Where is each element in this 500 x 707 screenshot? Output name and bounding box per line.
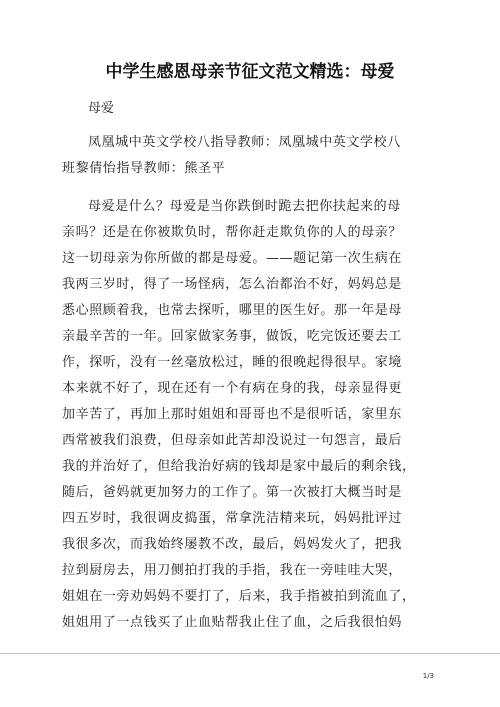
text-line: 亲吗？还是在你被欺负时，帮你赶走欺负你的人的母亲？ <box>62 225 403 240</box>
text-line: 本来就不好了，现在还有一个有病在身的我，母亲显得更 <box>62 381 403 396</box>
paragraph-author <box>62 130 442 182</box>
document-body <box>62 130 442 648</box>
page-number: 1/3 <box>422 672 434 680</box>
text-line: 凤凰城中英文学校八指导教师：凤凰城中英文学校八 <box>88 135 401 150</box>
text-line: 姐姐在一旁劝妈妈不要打了，后来，我手指被拍到流血了， <box>62 589 416 604</box>
text-line: 作，探听，没有一丝毫放松过，睡的很晚起得很早。家境 <box>62 355 403 370</box>
text-line: 我很多次，而我始终屡教不改，最后，妈妈发火了，把我 <box>62 537 403 552</box>
document-title: 中学生感恩母亲节征文范文精选：母爱 <box>105 62 395 82</box>
text-line: 这一切母亲为你所做的都是母爱。——题记第一次生病在 <box>62 251 403 266</box>
text-line: 拉到厨房去，用刀侧拍打我的手指，我在一旁哇哇大哭， <box>62 563 403 578</box>
text-line: 四五岁时，我很调皮捣蛋，常拿洗洁精来玩，妈妈批评过 <box>62 511 403 526</box>
text-line: 班黎倩怡指导教师：熊圣平 <box>62 161 226 176</box>
text-line: 我两三岁时，得了一场怪病，怎么治都治不好，妈妈总是 <box>62 277 403 292</box>
paragraph-main <box>62 194 442 636</box>
text-line: 随后，爸妈就更加努力的工作了。第一次被打大概当时是 <box>62 485 403 500</box>
text-line: 我的并治好了，但给我治好病的钱却是家中最后的剩余钱， <box>62 459 416 474</box>
text-line: 西常被我们浪费，但母亲如此苦却没说过一句怨言，最后 <box>62 433 403 448</box>
text-line: 姐姐用了一点钱买了止血贴帮我止住了血，之后我很怕妈 <box>62 615 403 630</box>
document-subtitle: 母爱 <box>88 101 115 116</box>
text-line: 亲最辛苦的一年。回家做家务事，做饭，吃完饭还要去工 <box>62 329 403 344</box>
text-line: 悉心照顾着我，也常去探听，哪里的医生好。那一年是母 <box>62 303 403 318</box>
footer-divider <box>0 653 500 654</box>
text-line: 母爱是什么？母爱是当你跌倒时跪去把你扶起来的母 <box>88 199 401 214</box>
text-line: 加辛苦了，再加上那时姐姐和哥哥也不是很听话，家里东 <box>62 407 403 422</box>
